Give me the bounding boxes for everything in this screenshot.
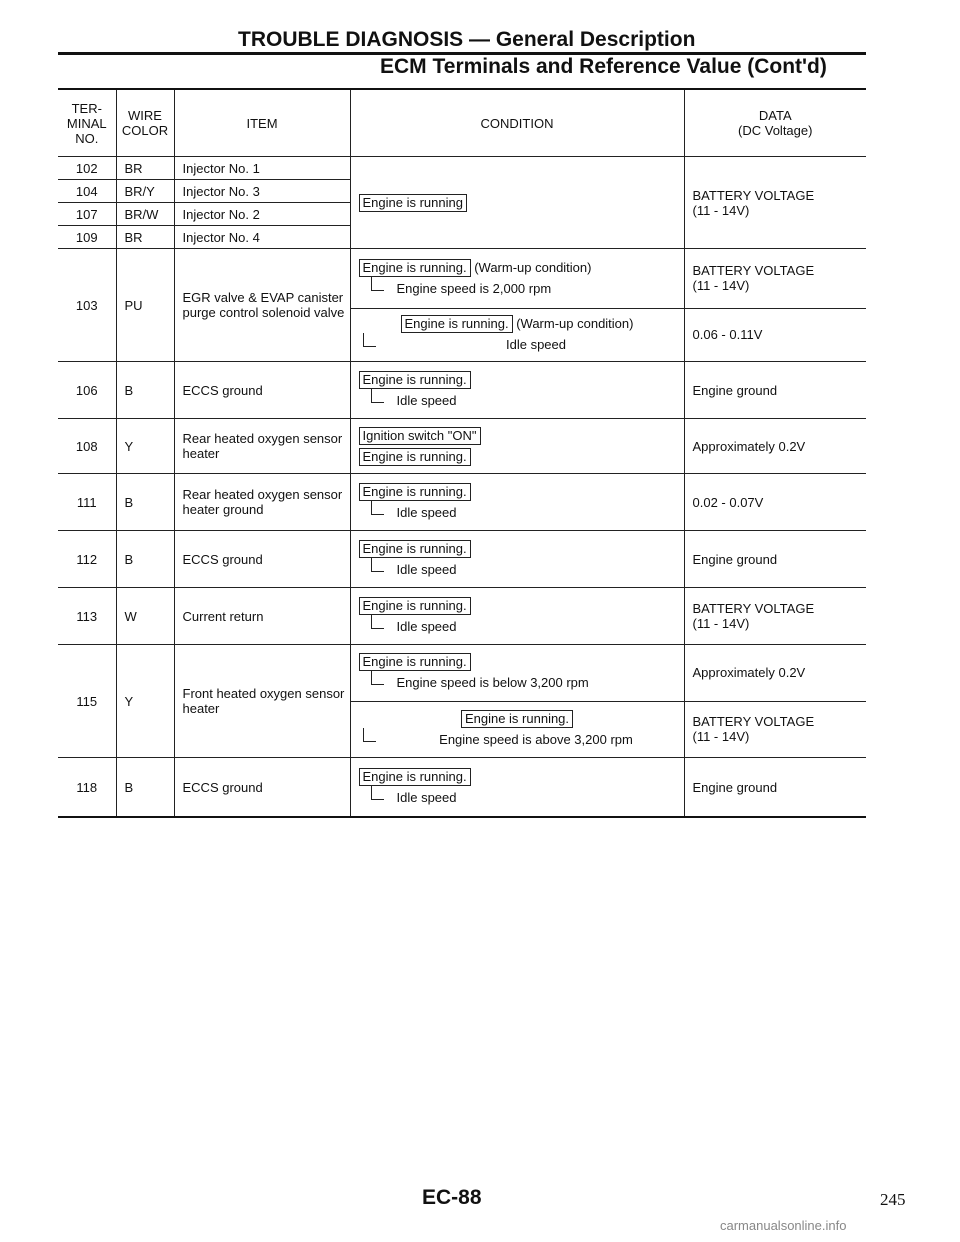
condition-note: (Warm-up condition) xyxy=(474,259,592,275)
wire-color: Y xyxy=(116,419,174,474)
wire-color: BR/W xyxy=(116,203,174,226)
table-row xyxy=(58,531,866,588)
condition-cell xyxy=(350,419,684,474)
col-wire-color: WIRE COLOR xyxy=(116,89,174,157)
data-value: BATTERY VOLTAGE xyxy=(692,263,815,279)
condition-cell xyxy=(350,531,684,588)
col-data xyxy=(684,89,866,157)
condition-box: Engine is running xyxy=(359,194,467,212)
terminal-no: 113 xyxy=(58,588,116,645)
data-value: 0.06 - 0.11V xyxy=(684,308,866,361)
item: Rear heated oxygen sensor heater ground xyxy=(174,474,350,531)
condition-box: Engine is running. xyxy=(359,259,471,277)
condition-sub: Engine speed is above 3,200 rpm xyxy=(363,731,684,749)
condition-box: Engine is running. xyxy=(359,540,471,558)
terminal-no: 112 xyxy=(58,531,116,588)
terminal-no: 102 xyxy=(75,160,98,176)
terminal-no: 108 xyxy=(58,419,116,474)
condition-cell xyxy=(350,249,684,309)
wire-color: B xyxy=(116,474,174,531)
table-row xyxy=(58,645,866,702)
terminal-no: 104 xyxy=(58,180,116,203)
item: ECCS ground xyxy=(174,531,350,588)
data-value: Engine ground xyxy=(684,758,866,818)
terminal-no: 115 xyxy=(58,645,116,758)
section-title: ECM Terminals and Reference Value (Cont'd) xyxy=(380,55,827,78)
data-cell xyxy=(684,249,866,309)
col-item: ITEM xyxy=(174,89,350,157)
item: Current return xyxy=(174,588,350,645)
item: Injector No. 4 xyxy=(174,226,350,249)
condition-sub: Idle speed xyxy=(371,504,684,522)
condition-box: Engine is running. xyxy=(401,315,513,333)
condition-box: Engine is running. xyxy=(359,597,471,615)
terminal-no: 111 xyxy=(58,474,116,531)
data-range: (11 - 14V) xyxy=(692,729,750,745)
item: ECCS ground xyxy=(174,362,350,419)
page-code: EC-88 xyxy=(422,1186,482,1209)
condition-sub: Idle speed xyxy=(371,561,684,579)
data-cell xyxy=(684,701,866,758)
table-row xyxy=(58,588,866,645)
data-value: Approximately 0.2V xyxy=(684,645,866,702)
data-range: (11 - 14V) xyxy=(692,278,750,294)
condition-box: Engine is running. xyxy=(359,483,471,501)
table-row xyxy=(58,157,866,180)
condition-box: Engine is running. xyxy=(461,710,573,728)
terminal-no: 118 xyxy=(76,779,98,795)
item: ECCS ground xyxy=(174,758,350,818)
wire-color: B xyxy=(116,362,174,419)
condition-sub: Engine speed is 2,000 rpm xyxy=(371,280,684,298)
table-row xyxy=(58,362,866,419)
item: Injector No. 2 xyxy=(174,203,350,226)
condition-sub: Idle speed xyxy=(371,789,684,807)
data-range: (11 - 14V) xyxy=(692,202,750,218)
col-data-label: DATA xyxy=(758,108,792,123)
data-value: Engine ground xyxy=(684,531,866,588)
data-value: BATTERY VOLTAGE xyxy=(692,601,815,616)
condition-sub: Idle speed xyxy=(371,392,684,410)
condition-box: Engine is running. xyxy=(359,653,471,671)
table-header-row xyxy=(58,89,866,157)
condition-cell xyxy=(350,588,684,645)
data-value: Approximately 0.2V xyxy=(684,419,866,474)
ecm-terminals-table xyxy=(58,88,866,818)
condition-cell xyxy=(350,758,684,818)
condition-sub: Engine speed is below 3,200 rpm xyxy=(371,674,684,692)
condition-cell xyxy=(350,157,684,249)
wire-color: BR xyxy=(116,226,174,249)
table-row xyxy=(58,474,866,531)
watermark: carmanualsonline.info xyxy=(720,1218,847,1233)
wire-color: Y xyxy=(116,645,174,758)
item: Rear heated oxygen sensor heater xyxy=(174,419,350,474)
condition-cell xyxy=(350,362,684,419)
table-row xyxy=(58,249,866,309)
condition-cell xyxy=(350,701,684,758)
item: Front heated oxygen sensor heater xyxy=(174,645,350,758)
wire-color: B xyxy=(116,531,174,588)
condition-box: Ignition switch "ON" xyxy=(359,427,481,445)
item: Injector No. 3 xyxy=(174,180,350,203)
table-row xyxy=(58,758,866,818)
data-value: BATTERY VOLTAGE xyxy=(692,714,815,730)
condition-cell xyxy=(350,645,684,702)
col-terminal: TER-MINAL NO. xyxy=(58,89,116,157)
wire-color: B xyxy=(116,758,174,818)
wire-color: BR/Y xyxy=(116,180,174,203)
condition-box: Engine is running. xyxy=(359,448,471,466)
col-condition: CONDITION xyxy=(350,89,684,157)
data-value: BATTERY VOLTAGE xyxy=(692,187,815,203)
condition-cell xyxy=(350,474,684,531)
condition-sub: Idle speed xyxy=(371,618,684,636)
terminal-no: 103 xyxy=(58,249,116,362)
terminal-no: 109 xyxy=(58,226,116,249)
data-range: (11 - 14V) xyxy=(692,616,750,631)
item: Injector No. 1 xyxy=(174,157,350,180)
wire-color: BR xyxy=(116,157,174,180)
data-cell xyxy=(684,588,866,645)
condition-box: Engine is running. xyxy=(359,371,471,389)
condition-cell xyxy=(350,308,684,361)
terminal-no: 106 xyxy=(58,362,116,419)
condition-sub: Idle speed xyxy=(363,336,684,354)
wire-color: PU xyxy=(116,249,174,362)
terminal-no: 107 xyxy=(58,203,116,226)
data-value: Engine ground xyxy=(684,362,866,419)
condition-note: (Warm-up condition) xyxy=(516,316,634,332)
col-data-unit: (DC Voltage) xyxy=(738,123,813,138)
condition-box: Engine is running. xyxy=(359,768,471,786)
wire-color: W xyxy=(116,588,174,645)
page-title: TROUBLE DIAGNOSIS — General Description xyxy=(238,28,696,51)
page-number: 245 xyxy=(880,1190,906,1209)
data-value: 0.02 - 0.07V xyxy=(684,474,866,531)
item: EGR valve & EVAP canister purge control solenoid valve xyxy=(174,249,350,362)
table-row xyxy=(58,419,866,474)
data-cell xyxy=(684,157,866,249)
